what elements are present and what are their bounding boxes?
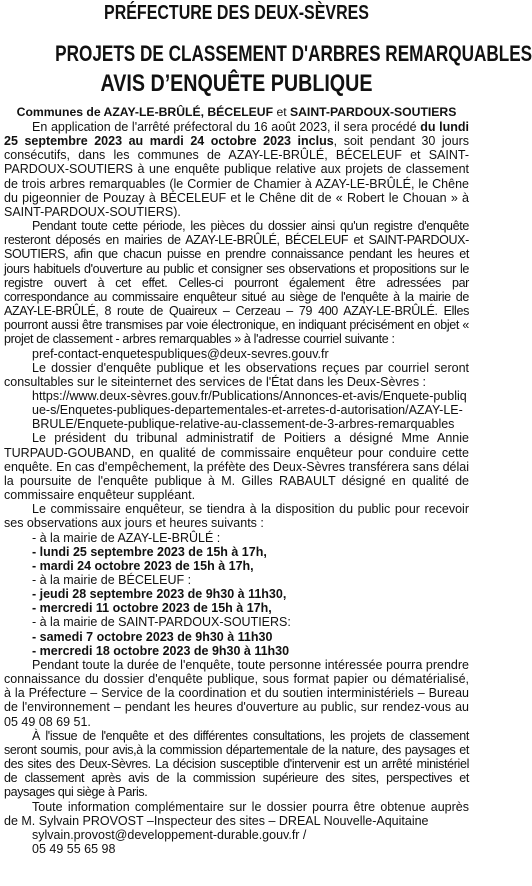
- communes-heading-part2: et: [273, 105, 290, 119]
- schedule-item: - samedi 7 octobre 2023 de 9h30 à 11h30: [32, 629, 273, 644]
- schedule-mairie-beceleuf: - à la mairie de BÉCELEUF :: [32, 573, 192, 587]
- paragraph-permanences: Le commissaire enquêteur, se tiendra à la disposition du public pour recevoir ses observations aux jours et heures suivants :: [4, 502, 469, 531]
- contact-email-address[interactable]: pref-contact-enquetespubliques@deux-sevres.gouv.fr: [32, 346, 329, 361]
- project-title: PROJETS DE CLASSEMENT D'ARBRES REMARQUABLES: [55, 41, 532, 66]
- schedule-item: - jeudi 28 septembre 2023 de 9h30 à 11h30,: [32, 587, 287, 602]
- paragraph-consultation: [4, 219, 469, 346]
- paragraph-classification: À l'issue de l'enquête et des différentes consultations, les projets de classement seront soumis, pour avis,à la commission départementale de la nature, des paysages et des sites des Deux-Sèvres. La décision susceptible d'intervenir est un arrêté ministériel de classement après avis de la commission supérieure des sites, perspectives et paysages qui siège à Paris.: [4, 728, 469, 800]
- paragraph-application: [4, 120, 469, 219]
- schedule-item: - mardi 24 octobre 2023 de 15h à 17h,: [32, 558, 254, 573]
- notice-body: [4, 120, 469, 856]
- paragraph-consultation-text: Pendant toute cette période, les pièces du dossier ainsi qu'un registre d'enquête resteront déposés en mairies de AZAY-LE-BRÛLÉ, BÉCELEUF et SAINT-PARDOUX-SOUTIERS, afin que chacun puisse en prendre connaissance pendant les heures et jours habituels d'ouverture au public et consigner ses observations et propositions sur le registre ouvert à cet effet. Celles-ci pourront également être adressées par correspondance au commissaire enquêteur situé au siège de l'enquête à la mairie de AZAY-LE-BRÛLÉ, 8 route de Quaireux – Cerzeau – 79 400 AZAY-LE-BRÛLÉ. Elles pourront aussi être transmises par voie électronique, en indiquant précisément en objet « projet de classement - arbres remarquables » à l'adresse courriel suivante :: [4, 219, 469, 347]
- schedule-item: - mercredi 11 octobre 2023 de 15h à 17h,: [32, 601, 272, 616]
- inspector-email[interactable]: sylvain.provost@developpement-durable.gouv.fr /: [32, 827, 307, 842]
- inquiry-dates: du lundi 25 septembre 2023 au mardi 24 octobre 2023 inclus: [4, 120, 470, 149]
- communes-heading-part3: SAINT-PARDOUX-SOUTIERS: [290, 105, 457, 119]
- paragraph-dossier-access: Pendant toute la durée de l'enquête, toute personne intéressée pourra prendre connaissance du dossier d'enquête publique, sous format papier ou dématérialisé, à la Préfecture – Service de la coordination et du soutien interministériels – Bureau de l'environnement – pendant les heures d'ouverture au public, sur rendez-vous au 05 49 08 69 51.: [4, 657, 469, 729]
- paragraph-online-dossier: Le dossier d'enquête publique et les observations reçues par courriel seront consultables sur le siteinternet des services de l'État dans les Deux-Sèvres :: [4, 360, 469, 389]
- schedule-list: [4, 531, 469, 658]
- schedule-mairie-azay: - à la mairie de AZAY-LE-BRÛLÉ :: [32, 530, 221, 545]
- inspector-phone: 05 49 55 65 98: [32, 841, 116, 856]
- paragraph-commissioner: Le président du tribunal administratif de Poitiers a désigné Mme Annie TURPAUD-GOUBAND, en qualité de commissaire enquêteur pour conduire cette enquête. En cas d'empêchement, la préfète des Deux-Sèvres transférera sans délai la poursuite de l'enquête publique à M. Gilles RABAULT désigné en qualité de commissaire enquêteur suppléant.: [4, 431, 469, 503]
- schedule-item: - lundi 25 septembre 2023 de 15h à 17h,: [32, 544, 267, 559]
- paragraph-application-text-end: , soit pendant 30 jours consécutifs, dans les communes de AZAY-LE-BRÛLÉ, BÉCELEUF et SAINT-PARDOUX-SOUTIERS à une enquête publique relative aux projets de classement de trois arbres remarquables (le Cormier de Chamier à AZAY-LE-BRÛLÉ, le Chêne du pigeonnier de Pouzay à BÉCELEUF et le Chêne dit de « Robert le Chouan » à SAINT-PARDOUX-SOUTIERS).: [4, 134, 469, 219]
- schedule-mairie-saint-pardoux: - à la mairie de SAINT-PARDOUX-SOUTIERS:: [32, 615, 291, 630]
- paragraph-information: Toute information complémentaire sur le dossier pourra être obtenue auprès de M. Sylvain PROVOST –Inspecteur des sites – DREAL Nouvelle-Aquitaine: [4, 799, 469, 828]
- prefecture-title: PRÉFECTURE DES DEUX-SÈVRES: [104, 2, 369, 24]
- schedule-item: - mercredi 18 octobre 2023 de 9h30 à 11h30: [32, 643, 290, 658]
- communes-heading: [4, 105, 469, 120]
- dossier-url[interactable]: https://www.deux-sèvres.gouv.fr/Publications/Annonces-et-avis/Enquete-publique-s/Enquetes-publiques-departementales-et-arretes-d-autorisation/AZAY-LE-BRULE/Enquete-publique-relative-au-classement-de-3-arbres-remarquables: [32, 388, 467, 432]
- paragraph-application-text: En application de l'arrêté préfectoral du 16 août 2023, il sera procédé: [32, 120, 421, 134]
- communes-heading-part1: Communes de AZAY-LE-BRÛLÉ, BÉCELEUF: [16, 105, 274, 119]
- notice-title: AVIS D’ENQUÊTE PUBLIQUE: [100, 70, 373, 97]
